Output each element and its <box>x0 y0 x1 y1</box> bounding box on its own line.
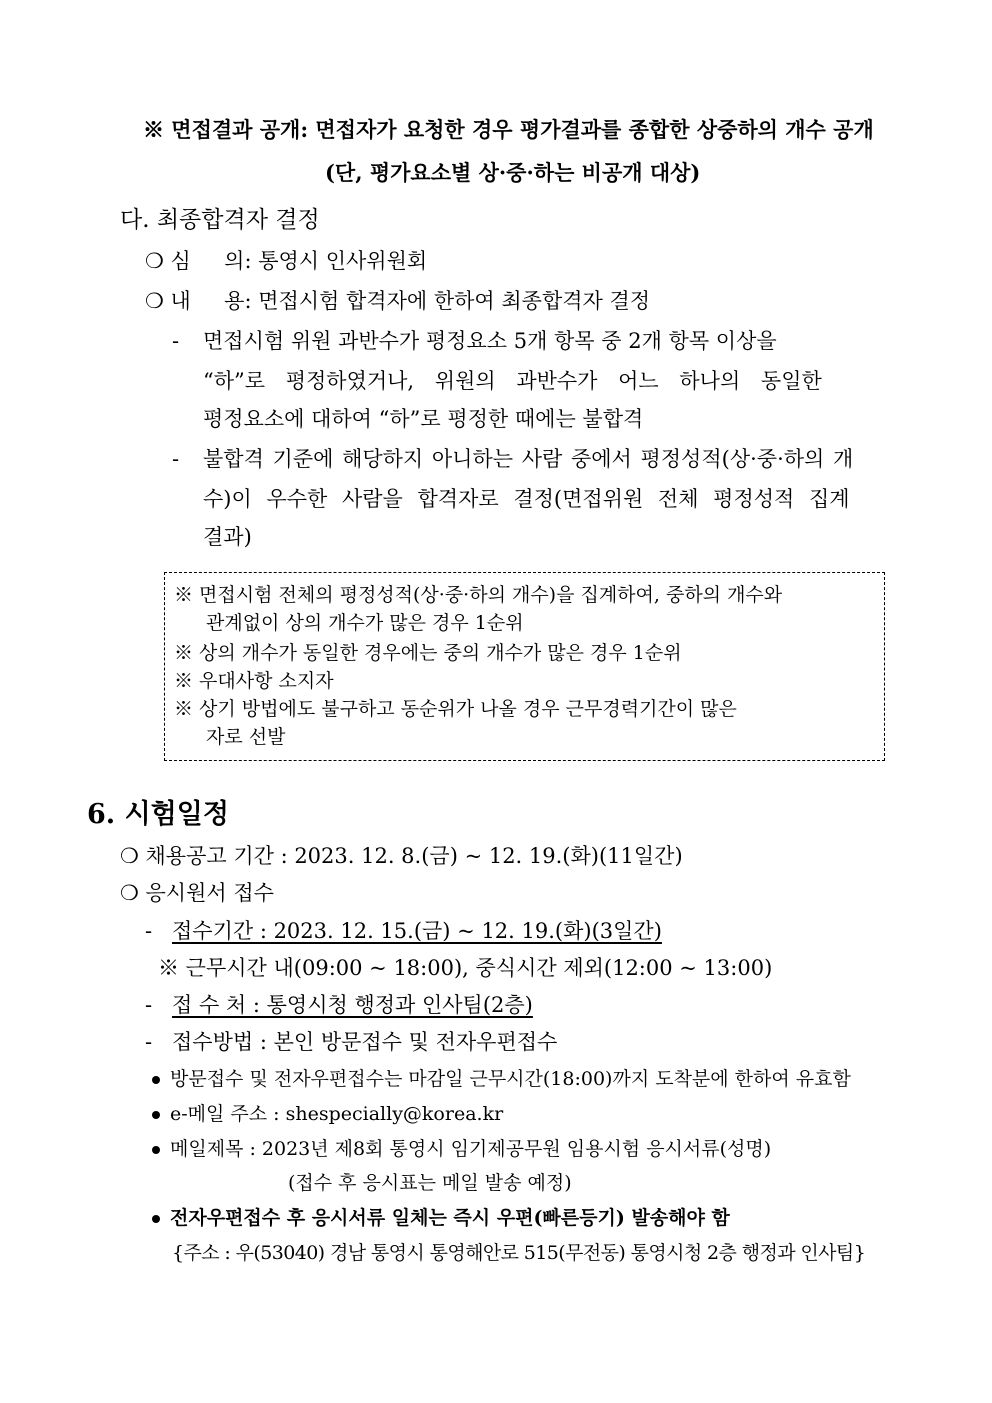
box-rule-4: ※ 상기 방법에도 불구하고 동순위가 나올 경우 근무경력기간이 많은 <box>174 698 737 720</box>
bullet-visit-email <box>152 1064 851 1094</box>
dash1-line3: 평정요소에 대하여 “하”로 평정한 때에는 불합격 <box>203 407 644 431</box>
dash1-line1 <box>203 326 906 356</box>
receive-period: 접수기간 : 2023. 12. 15.(금) ~ 12. 19.(화)(3일간) <box>172 919 662 943</box>
dash-mark: - <box>145 1030 153 1054</box>
dash2-line1: 불합격 기준에 해당하지 아니하는 사람 중에서 평정성적(상·중·하의 개 <box>203 447 854 471</box>
box-rule-1: ※ 면접시험 전체의 평정성적(상·중·하의 개수)을 집계하여, 중하의 개수와 <box>174 584 783 606</box>
deliberation-item: ❍ 심 의: 통영시 인사위원회 <box>145 249 428 273</box>
interview-result-note-sub: (단, 평가요소별 상·중·하는 비공개 대상) <box>325 160 701 185</box>
box-rule-4-cont: 자로 선발 <box>206 726 286 748</box>
mailing-address: {주소 : 우(53040) 경남 통영시 통영해안로 515(무전동) 통영시청 2층 행정과 인사팀} <box>172 1242 866 1264</box>
posting-period: ❍ 채용공고 기간 : 2023. 12. 8.(금) ~ 12. 19.(화)(11일간) <box>120 844 683 868</box>
bullet-postal-send <box>152 1203 730 1233</box>
box-rule-3: ※ 우대사항 소지자 <box>174 670 334 692</box>
dash1-line2: “하”로 평정하였거나, 위원의 과반수가 어느 하나의 동일한 <box>203 369 822 393</box>
bullet-email-address <box>152 1099 503 1129</box>
application-heading: ❍ 응시원서 접수 <box>120 881 274 905</box>
bullet-icon <box>152 1146 160 1154</box>
dash2-line3: 결과) <box>203 525 252 549</box>
dash1-line1-text: 면접시험 위원 과반수가 평정요소 5개 항목 중 2개 항목 이상을 <box>203 329 777 353</box>
section-title-final-pass: 다. 최종합격자 결정 <box>120 207 320 233</box>
bullet-postal-send-text: 전자우편접수 후 응시서류 일체는 즉시 우편(빠른등기) 발송해야 함 <box>170 1207 730 1229</box>
receive-method: 접수방법 : 본인 방문접수 및 전자우편접수 <box>172 1030 558 1054</box>
work-hours-note: ※ 근무시간 내(09:00 ~ 18:00), 중식시간 제외(12:00 ~ 13:00) <box>158 956 773 980</box>
bullet-visit-email-text: 방문접수 및 전자우편접수는 마감일 근무시간(18:00)까지 도착분에 한하여 유효함 <box>170 1068 851 1090</box>
section-title-exam-schedule: 6. 시험일정 <box>87 799 229 830</box>
bullet-mail-subject-text: 메일제목 : 2023년 제8회 통영시 임기제공무원 임용시험 응시서류(성명) <box>170 1138 772 1160</box>
bullet-icon <box>152 1215 160 1223</box>
interview-result-note: ※ 면접결과 공개: 면접자가 요청한 경우 평가결과를 종합한 상중하의 개수 공개 <box>143 117 874 142</box>
dash-mark: - <box>172 447 180 471</box>
box-rule-2: ※ 상의 개수가 동일한 경우에는 중의 개수가 많은 경우 1순위 <box>174 642 682 664</box>
receive-place: 접 수 처 : 통영시청 행정과 인사팀(2층) <box>172 993 533 1017</box>
bullet-email-address-text: e-메일 주소 : shespecially@korea.kr <box>170 1103 504 1125</box>
dash-mark: - <box>172 329 180 353</box>
dash2-line2: 수)이 우수한 사람을 합격자로 결정(면접위원 전체 평정성적 집계 <box>203 487 850 511</box>
bullet-icon <box>152 1076 160 1084</box>
bullet-mail-subject <box>152 1134 771 1164</box>
dash-mark: - <box>145 993 153 1017</box>
dash-mark: - <box>145 919 153 943</box>
box-rule-1-cont: 관계없이 상의 개수가 많은 경우 1순위 <box>206 612 524 634</box>
bullet-icon <box>152 1111 160 1119</box>
content-item: ❍ 내 용: 면접시험 합격자에 한하여 최종합격자 결정 <box>145 289 651 313</box>
mail-subject-sub: (접수 후 응시표는 메일 발송 예정) <box>288 1172 572 1194</box>
